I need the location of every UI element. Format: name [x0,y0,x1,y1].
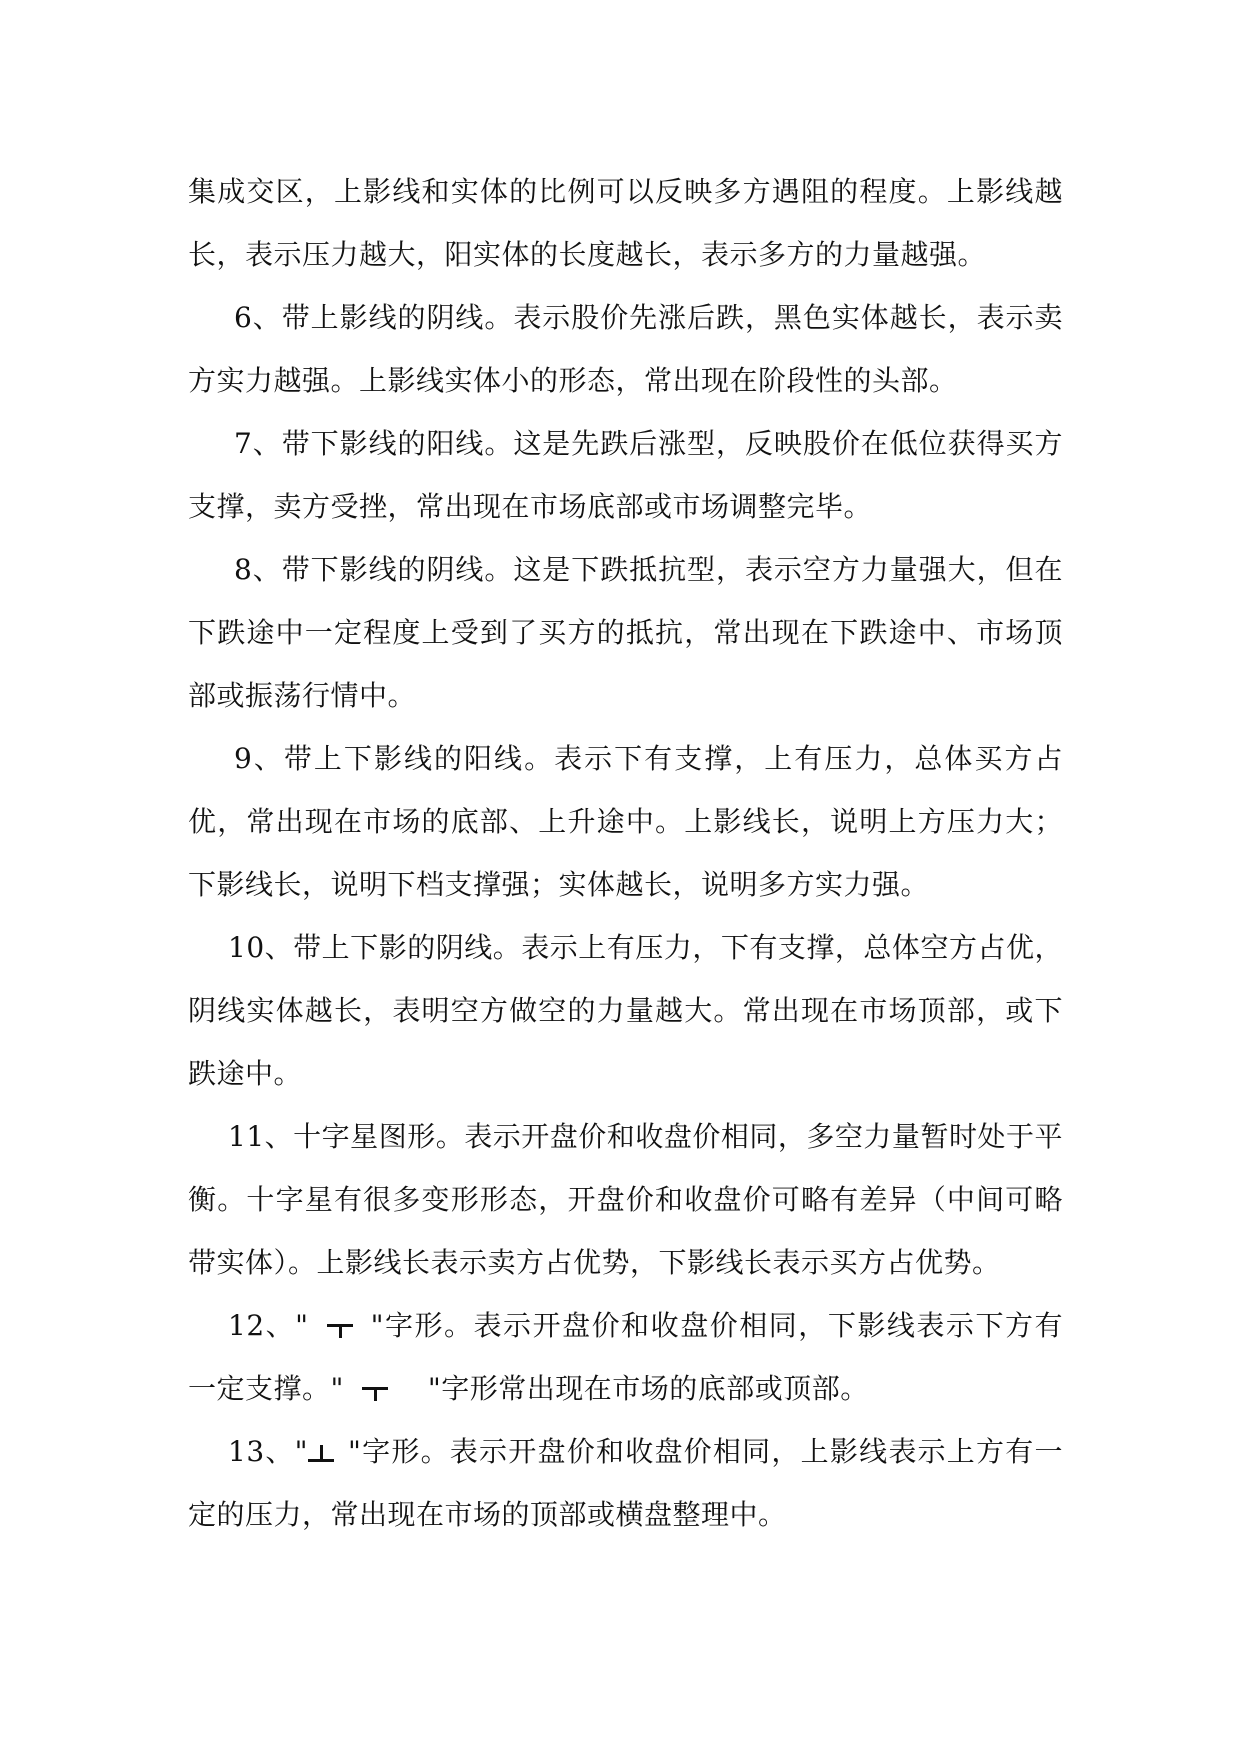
paragraph-11: 11、十字星图形。表示开盘价和收盘价相同，多空力量暂时处于平衡。十字星有很多变形形态，开盘价和收盘价可略有差异（中间可略带实体）。上影线长表示卖方占优势，下影线长表示买方占优势。 [188,1120,1063,1279]
paragraph-6: 6、带上影线的阴线。表示股价先涨后跌，黑色实体越长，表示卖方实力越强。上影线实体小的形态，常出现在阶段性的头部。 [188,301,1063,397]
t-shape-icon [362,1381,388,1401]
inverted-t-shape-icon [308,1443,334,1465]
paragraph-10: 10、带上下影的阴线。表示上有压力，下有支撑，总体空方占优，阴线实体越长，表明空方做空的力量越大。常出现在市场顶部，或下跌途中。 [188,931,1063,1090]
paragraph-8: 8、带下影线的阴线。这是下跌抵抗型，表示空方力量强大，但在下跌途中一定程度上受到了买方的抵抗，常出现在下跌途中、市场顶部或振荡行情中。 [188,553,1063,712]
paragraph-continued: 集成交区，上影线和实体的比例可以反映多方遇阻的程度。上影线越长，表示压力越大，阳实体的长度越长，表示多方的力量越强。 [188,175,1063,271]
paragraph-12-middle: "字形。表示开盘价和收盘价相同，下影线表示下方有一定支撑。" [188,1309,1063,1405]
paragraph-12 [188,1294,1063,1420]
t-shape-icon [327,1318,353,1338]
paragraph-13-prefix: 13、" [228,1435,308,1468]
paragraph-7: 7、带下影线的阳线。这是先跌后涨型，反映股价在低位获得买方支撑，卖方受挫，常出现在市场底部或市场调整完毕。 [188,427,1063,523]
paragraph-13-suffix: "字形。表示开盘价和收盘价相同，上影线表示上方有一定的压力，常出现在市场的顶部或横盘整理中。 [188,1435,1063,1531]
document-body [188,160,1063,1546]
paragraph-13 [188,1420,1063,1546]
paragraph-12-prefix: 12、" [228,1309,309,1342]
paragraph-12-suffix: "字形常出现在市场的底部或顶部。 [427,1372,869,1405]
paragraph-9: 9、带上下影线的阳线。表示下有支撑，上有压力，总体买方占优，常出现在市场的底部、上升途中。上影线长，说明上方压力大；下影线长，说明下档支撑强；实体越长，说明多方实力强。 [188,742,1063,901]
